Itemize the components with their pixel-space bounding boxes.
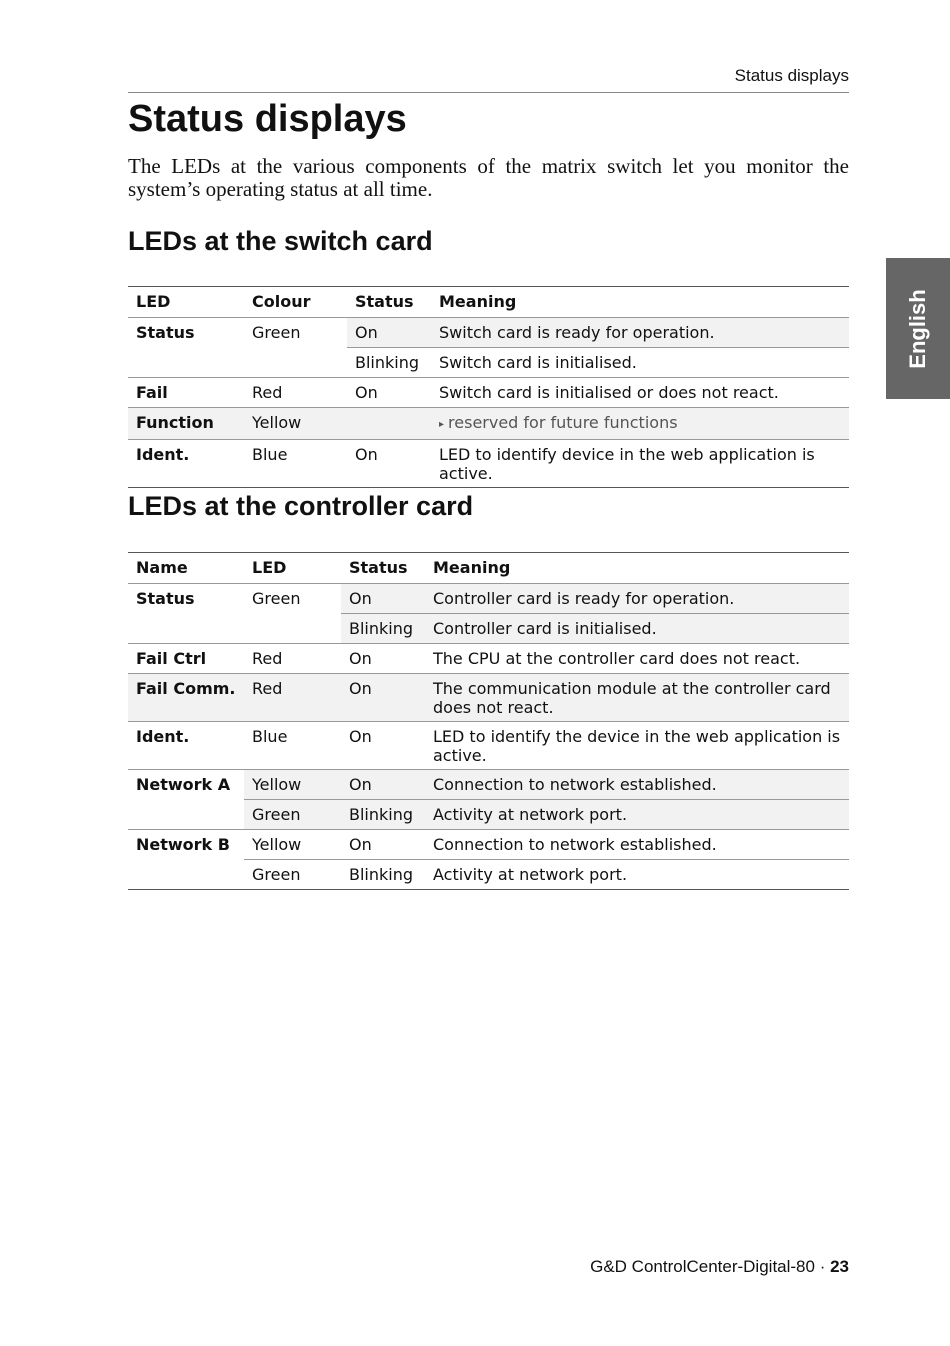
table-row — [128, 674, 849, 722]
led-colour: Blue — [252, 445, 288, 464]
table-header-row — [128, 553, 849, 584]
led-status: On — [341, 584, 425, 614]
table-row — [128, 584, 849, 614]
led-status: On — [349, 835, 372, 854]
led-meaning: Controller card is initialised. — [425, 614, 849, 644]
table-row — [128, 378, 849, 408]
led-status: On — [355, 383, 378, 402]
led-name: Ident. — [136, 445, 190, 464]
header-led: LED — [252, 558, 287, 577]
led-meaning: The CPU at the controller card does not react. — [433, 649, 801, 668]
language-tab-label: English — [905, 288, 930, 369]
led-status: On — [355, 445, 378, 464]
led-status: On — [349, 727, 372, 746]
led-meaning: Activity at network port. — [425, 860, 849, 890]
led-colour: Yellow — [252, 835, 302, 854]
page-number: 23 — [830, 1257, 849, 1276]
led-meaning: The communication module at the controller card does not react. — [425, 674, 849, 722]
led-name: Fail Comm. — [128, 674, 244, 722]
led-colour: Green — [244, 800, 341, 830]
page-title: Status displays — [128, 98, 407, 140]
table-row — [128, 440, 849, 488]
led-status: On — [347, 318, 431, 348]
led-colour: Red — [252, 383, 283, 402]
table-row — [128, 770, 849, 800]
led-meaning: Activity at network port. — [425, 800, 849, 830]
led-colour: Red — [252, 649, 283, 668]
led-colour: Blue — [252, 727, 288, 746]
led-name: Network A — [136, 775, 231, 794]
led-meaning — [431, 408, 849, 440]
led-colour: Green — [252, 589, 301, 608]
led-status: On — [341, 770, 425, 800]
led-colour: Yellow — [244, 770, 341, 800]
led-meaning: LED to identify device in the web application is active. — [439, 445, 815, 483]
header-status: Status — [349, 558, 408, 577]
section-title-switch-card: LEDs at the switch card — [128, 226, 433, 256]
led-meaning: Controller card is ready for operation. — [425, 584, 849, 614]
led-colour: Yellow — [244, 408, 347, 440]
led-status: Blinking — [341, 614, 425, 644]
led-colour: Red — [244, 674, 341, 722]
caret-right-icon: ▸ — [439, 419, 445, 430]
header-name: Name — [136, 558, 188, 577]
header-meaning: Meaning — [439, 292, 517, 311]
led-colour: Green — [244, 860, 341, 890]
table-row — [128, 722, 849, 770]
led-meaning: Switch card is ready for operation. — [431, 318, 849, 348]
led-name: Status — [136, 589, 195, 608]
led-status: Blinking — [341, 800, 425, 830]
header-meaning: Meaning — [433, 558, 511, 577]
led-meaning: Connection to network established. — [425, 770, 849, 800]
table-row — [128, 830, 849, 860]
led-name: Fail — [136, 383, 168, 402]
reserved-note: reserved for future functions — [448, 413, 678, 432]
intro-paragraph: The LEDs at the various components of the matrix switch let you monitor the system’s operating status at all time. — [128, 154, 849, 201]
page-footer — [128, 1257, 849, 1277]
running-header: Status displays — [734, 66, 849, 85]
switch-card-led-table — [128, 286, 849, 488]
led-name: Network B — [136, 835, 230, 854]
header-rule — [128, 92, 849, 93]
led-status: Blinking — [347, 348, 431, 378]
led-status: On — [341, 674, 425, 722]
led-status — [347, 408, 431, 440]
led-status: On — [349, 649, 372, 668]
led-meaning: Connection to network established. — [433, 835, 717, 854]
led-name: Ident. — [136, 727, 190, 746]
header-led: LED — [136, 292, 171, 311]
led-name: Fail Ctrl — [136, 649, 207, 668]
header-status: Status — [355, 292, 414, 311]
footer-product: G&D ControlCenter-Digital-80 · — [590, 1257, 831, 1276]
section-title-controller-card: LEDs at the controller card — [128, 491, 474, 521]
led-meaning: Switch card is initialised or does not react. — [439, 383, 779, 402]
led-meaning: LED to identify the device in the web application is active. — [433, 727, 841, 765]
language-tab — [886, 258, 950, 399]
led-colour: Green — [252, 323, 301, 342]
table-row — [128, 408, 849, 440]
table-header-row — [128, 287, 849, 318]
led-status: Blinking — [341, 860, 425, 890]
led-name: Function — [128, 408, 244, 440]
table-row — [128, 644, 849, 674]
table-row — [128, 318, 849, 348]
header-colour: Colour — [252, 292, 311, 311]
controller-card-led-table — [128, 552, 849, 890]
led-meaning: Switch card is initialised. — [431, 348, 849, 378]
led-name: Status — [136, 323, 195, 342]
